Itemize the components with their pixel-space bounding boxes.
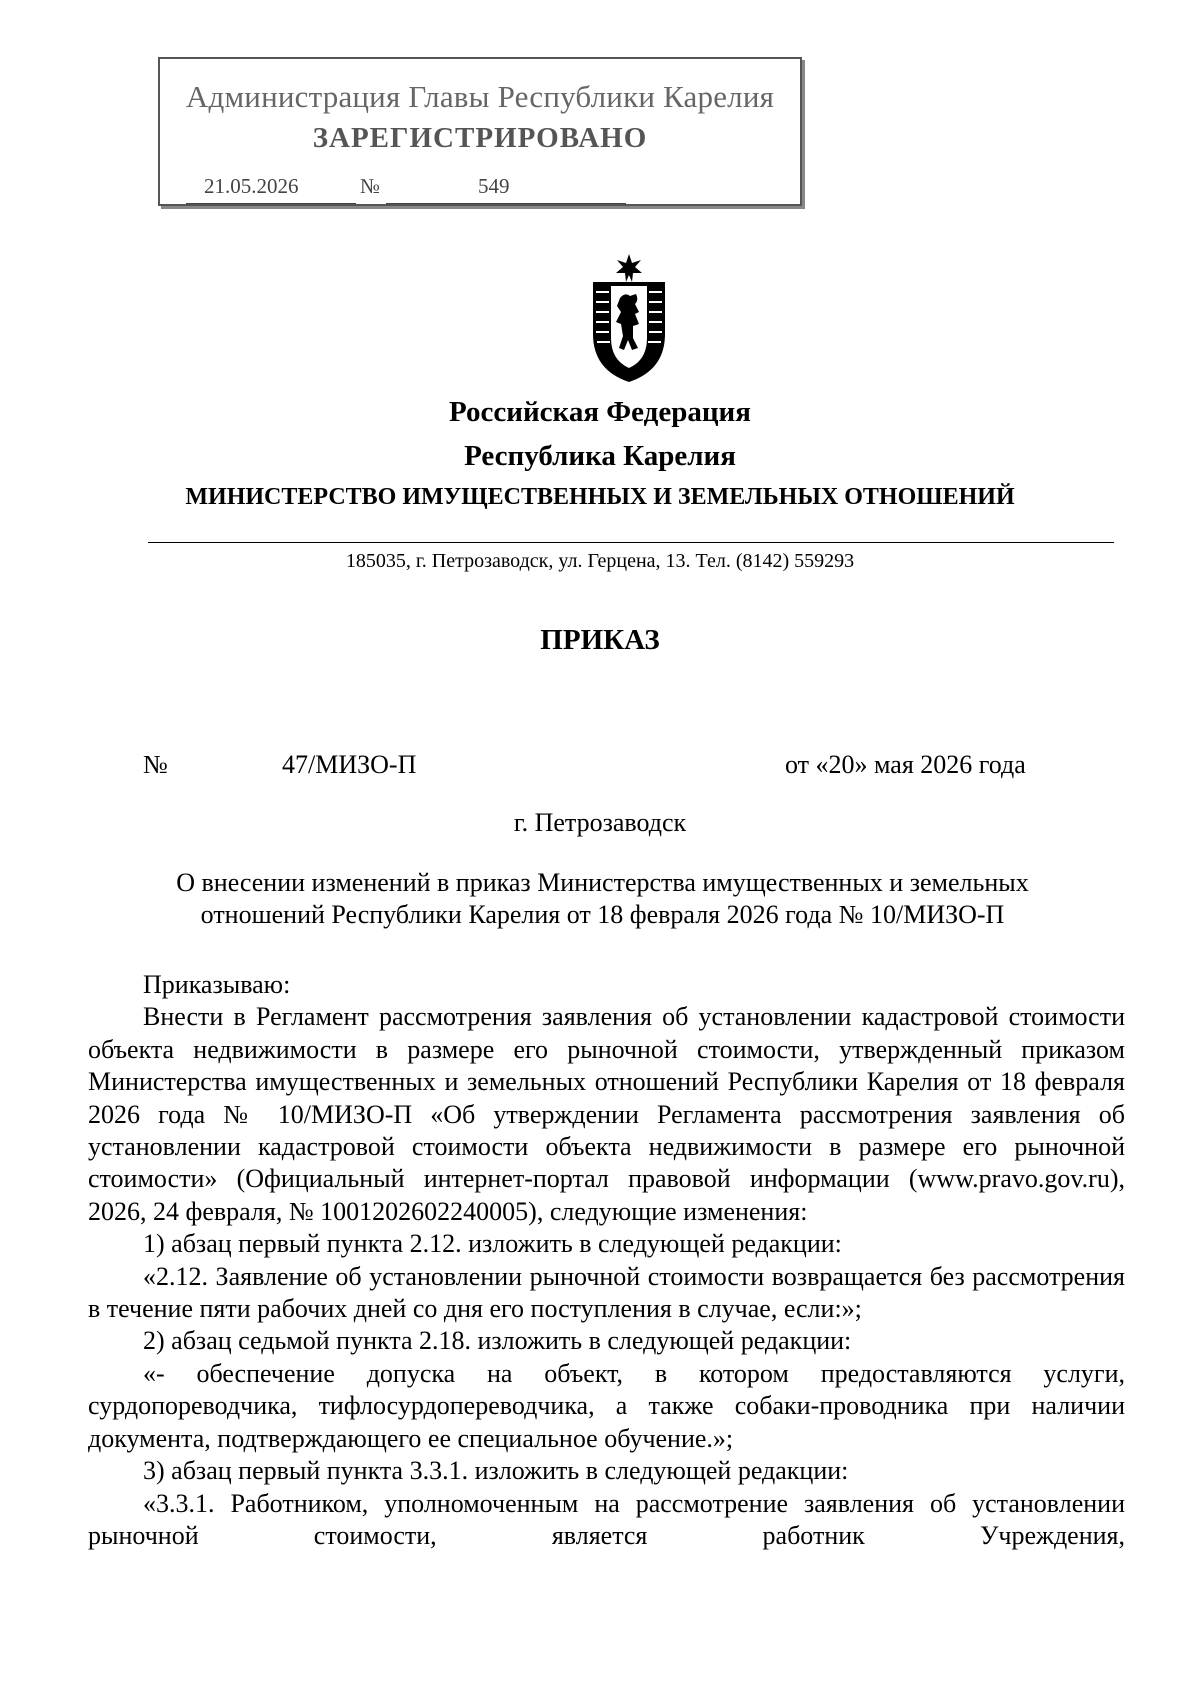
header-divider (148, 542, 1114, 543)
order-city: г. Петрозаводск (513, 808, 687, 837)
order-body (88, 969, 1125, 1552)
stamp-date: 21.05.2026 (186, 174, 356, 204)
header-republic: Республика Карелия (464, 440, 736, 472)
stamp-status: ЗАРЕГИСТРИРОВАНО (312, 122, 648, 154)
coat-of-arms-karelia-icon (583, 252, 675, 384)
order-subject: О внесении изменений в приказ Министерства имущественных и земельных отношений Республики Карелия от 18 февраля 2026 года № 10/МИЗО-П (176, 868, 1029, 929)
body-paragraph: «- обеспечение допуска на объект, в котором предоставляются услуги, сурдопореводчика, тифлосурдопереводчика, а также собаки-проводника при наличии документа, подтверждающего ее специальное обучение.»; (88, 1358, 1125, 1453)
header-address: 185035, г. Петрозаводск, ул. Герцена, 13. Тел. (8142) 559293 (345, 550, 855, 572)
stamp-organization: Администрация Главы Республики Карелия (185, 79, 775, 114)
order-number: 47/МИЗО-П (282, 750, 417, 779)
body-paragraph: «2.12. Заявление об установлении рыночной стоимости возвращается без рассмотрения в течение пяти рабочих дней со дня его поступления в случае, если:»; (88, 1261, 1125, 1324)
body-paragraph: Внести в Регламент рассмотрения заявления об установлении кадастровой стоимости объекта недвижимости в размере его рыночной стоимости, утвержденный приказом Министерства имущественных и земельных отношений Республики Карелия от 18 февраля 2026 года № 10/МИЗО-П «Об утверждении Регламента рассмотрения заявления об установлении кадастровой стоимости объекта недвижимости в размере его рыночной стоимости» (Официальный интернет-портал правовой информации (www.pravo.gov.ru), 2026, 24 февраля, № 1001202602240005), следующие изменения: (88, 1002, 1125, 1226)
body-paragraph: 3) абзац первый пункта 3.3.1. изложить в следующей редакции: (143, 1456, 849, 1486)
body-paragraph: «3.3.1. Работником, уполномоченным на рассмотрение заявления об установлении рыночной стоимости, является работник Учреждения, (88, 1488, 1125, 1550)
stamp-number: 549 (386, 174, 626, 204)
header-ministry: МИНИСТЕРСТВО ИМУЩЕСТВЕННЫХ И ЗЕМЕЛЬНЫХ ОТНОШЕНИЙ (185, 484, 1015, 510)
body-paragraph: Приказываю: (143, 970, 291, 999)
body-paragraph: 2) абзац седьмой пункта 2.18. изложить в следующей редакции: (143, 1326, 852, 1356)
body-paragraph: 1) абзац первый пункта 2.12. изложить в следующей редакции: (143, 1229, 842, 1259)
registration-stamp (158, 57, 802, 206)
order-number-label: № (143, 750, 168, 779)
header-country: Российская Федерация (449, 396, 751, 428)
order-title: ПРИКАЗ (540, 624, 660, 656)
order-date: от «20» мая 2026 года (785, 750, 1026, 779)
stamp-number-label: № (360, 174, 381, 198)
